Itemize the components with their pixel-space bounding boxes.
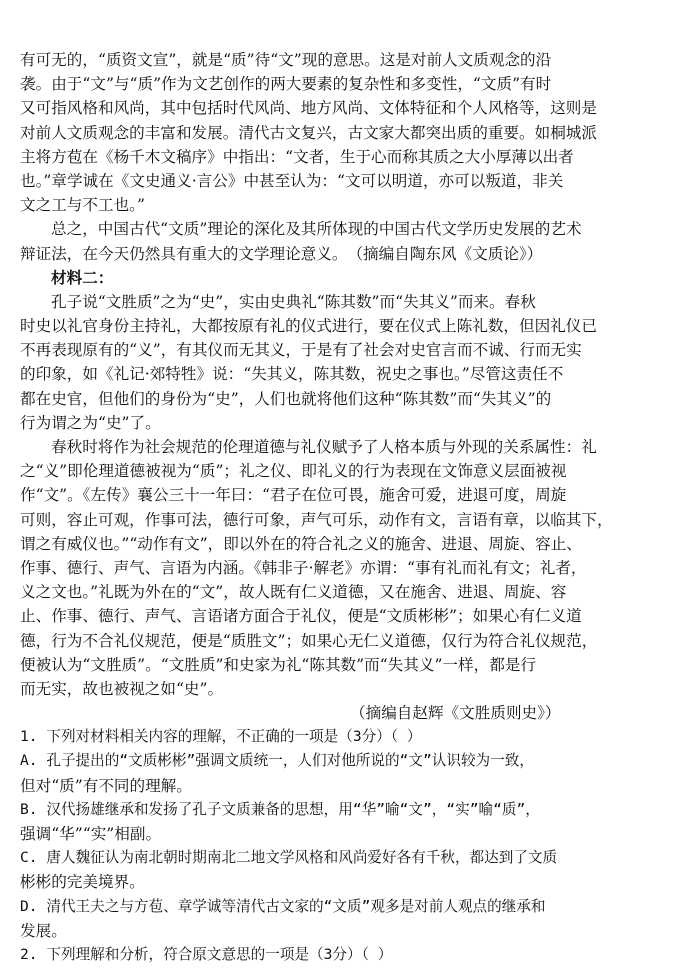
option-d-line-2: 发展。 — [20, 921, 67, 940]
question-1 — [20, 725, 670, 943]
paragraph-line: 作“文”。《左传》襄公三十一年曰：“君子在位可畏，施舍可爱，进退可度，周旋 — [20, 486, 567, 505]
paragraph-line: 都在史官，但他们的身份为“史”，人们也就将他们这种“陈其数”而“失其义”的 — [20, 389, 552, 408]
paragraph-line: 可则，容止可观，作事可法，德行可象，声气可乐，动作有文，言语有章，以临其下， — [20, 510, 613, 529]
option-b-line-1: B. 汉代扬雄继承和发扬了孔子文质兼备的思想，用“华”喻“文”，“实”喻“质”， — [20, 800, 540, 818]
paragraph-line: 的印象，如《礼记·郊特牲》说：“失其义，陈其数，祝史之事也。”尽管这责任不 — [20, 365, 564, 384]
option-d-line-1: D. 清代王夫之与方苞、章学诚等清代古文家的“文质”观多是对前人观点的继承和 — [20, 897, 546, 915]
paragraph-line: 对前人文质观念的丰富和发展。清代古文复兴，古文家大都突出质的重要。如桐城派 — [20, 123, 597, 142]
source-citation: （摘编自赵辉《文胜质则史》） — [350, 704, 561, 723]
paragraph-line: 袭。由于“文”与“质”作为文艺创作的两大要素的复杂性和多变性，“文质”有时 — [20, 75, 552, 94]
paragraph-line: 文之工与不工也。” — [20, 196, 145, 215]
paragraph-line-source: 辩证法，在今天仍然具有重大的文学理论意义。 （摘编自陶东风《文质论》） — [20, 244, 543, 263]
section-heading: 材料二： — [51, 267, 114, 287]
paragraph-line: 义之文也。”礼既为外在的“文”，故人既有仁义道德，又在施舍、进退、周旋、容 — [20, 583, 567, 602]
paragraph-line: 时史以礼官身份主持礼，大都按原有礼的仪式进行，要在仪式上陈礼数，但因礼仪已 — [20, 317, 597, 336]
question-stem: 2. 下列理解和分析，符合原文意思的一项是（3分）（ ） — [20, 945, 393, 963]
paragraph-line: 便被认为“文胜质”。“文胜质”和史家为礼“陈其数”而“失其义”一样，都是行 — [20, 655, 536, 674]
paragraph-line: 不再表现原有的“义”，有其仪而无其义，于是有了社会对史官言而不诚、行而无实 — [20, 341, 582, 360]
question-2 — [20, 943, 670, 967]
option-a-line-2: 但对“质”有不同的理解。 — [20, 776, 192, 795]
paragraph-line: 之“义”即伦理道德被视为“质”；礼之仪、即礼义的行为表现在文饰意义层面被视 — [20, 462, 567, 481]
paragraph-line: 德，行为不合礼仪规范，便是“质胜文”；如果心无仁义道德，仅行为符合礼仪规范， — [20, 631, 598, 650]
paragraph-line: 又可指风格和风尚，其中包括时代风尚、地方风尚、文体特征和个人风格等，这则是 — [20, 99, 597, 118]
paragraph-line: 也。”章学诚在《文史通义·言公》中甚至认为：“文可以明道，亦可以叛道，非关 — [20, 171, 564, 190]
paragraph-line: 总之，中国古代“文质”理论的深化及其所体现的中国古代文学历史发展的艺术 — [51, 220, 582, 239]
paragraph-line: 作事、德行、声气、言语为内涵。《韩非子·解老》亦谓：“事有礼而礼有文；礼者， — [20, 558, 587, 577]
question-stem: 1. 下列对材料相关内容的理解，不正确的一项是（3分）（ ） — [20, 728, 422, 746]
option-c-line-1: C. 唐人魏征认为南北朝时期南北二地文学风格和风尚爱好各有千秋，都达到了文质 — [20, 849, 558, 867]
paragraph-line: 主将方苞在《杨千木文稿序》中指出：“文者，生于心而称其质之大小厚薄以出者 — [20, 147, 574, 166]
option-c-line-2: 彬彬的完美境界。 — [20, 873, 145, 892]
paragraph-line: 而无实，故也被视之如“史”。 — [20, 679, 224, 698]
paragraph-line: 止、作事、德行、声气、言语诸方面合于礼仪，便是“文质彬彬”；如果心有仁义道 — [20, 607, 582, 626]
paragraph-line: 谓之有威仪也。”“动作有文”，即以外在的符合礼之义的施舍、进退、周旋、容止、 — [20, 534, 582, 553]
paragraph-line: 孔子说“文胜质”之为“史”，实由史典礼“陈其数”而“失其义”而来。春秋 — [51, 292, 536, 311]
option-b-line-2: 强调“华”“实”相副。 — [20, 825, 162, 843]
option-a-line-1: A. 孔子提出的“文质彬彬”强调文质统一，人们对他所说的“文”认识较为一致， — [20, 752, 534, 770]
passage — [20, 48, 670, 967]
paragraph-line: 春秋时将作为社会规范的伦理道德与礼仪赋予了人格本质与外现的关系属性：礼 — [51, 438, 597, 456]
paragraph-line: 行为谓之为“史”了。 — [20, 413, 161, 432]
paragraph-line: 有可无的，“质资文宣”，就是“质”待“文”现的意思。这是对前人文质观念的沿 — [20, 51, 552, 69]
